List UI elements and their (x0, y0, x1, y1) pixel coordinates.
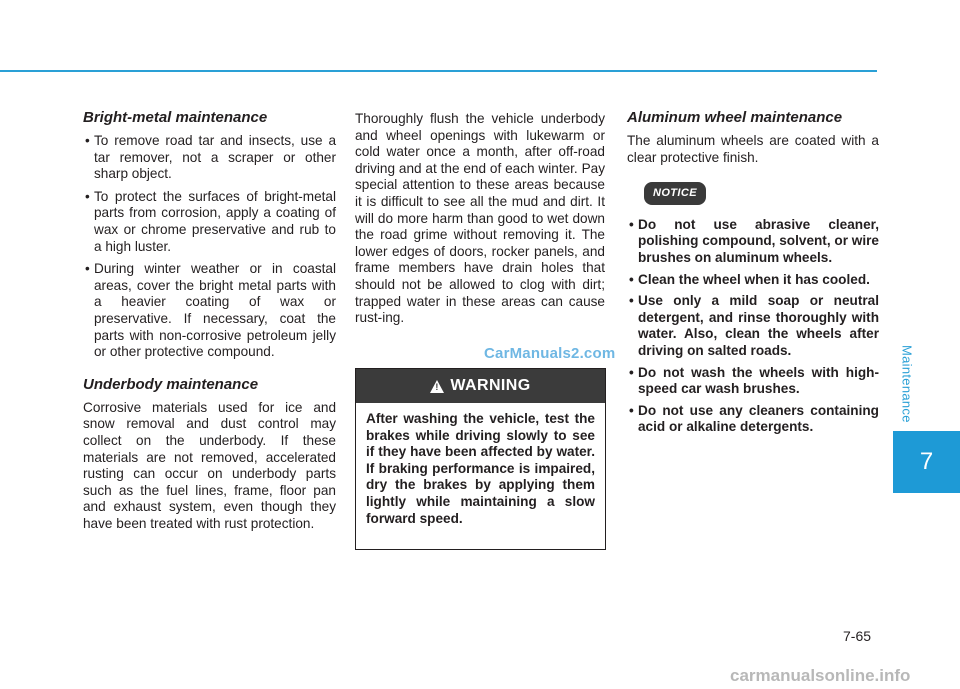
bullet-icon: • (85, 188, 90, 204)
list-item (627, 293, 879, 359)
list-item (83, 189, 336, 255)
bright-metal-heading: Bright-metal maintenance (83, 109, 268, 126)
warning-title: WARNING (450, 377, 531, 394)
warning-icon: ! (430, 380, 444, 393)
bullet-text: Do not use any cleaners containing acid or alkaline detergents. (638, 402, 879, 435)
list-item (627, 217, 879, 267)
list-item (627, 365, 879, 398)
footer-watermark-link[interactable]: carmanualsonline.info (730, 666, 911, 685)
bullet-text: Clean the wheel when it has cooled. (638, 271, 870, 287)
notice-badge: NOTICE (644, 182, 706, 205)
bullet-icon: • (629, 402, 634, 418)
bullet-icon: • (85, 261, 90, 277)
warning-text: After washing the vehicle, test the brakes while driving slowly to see if they have been affected by water. If braking performance is impaired, dry the brakes by applying them lightly while maintaining a slow forward speed. (366, 411, 595, 526)
bullet-text: During winter weather or in coastal areas, cover the bright metal parts with a heavier coating of wax or preservative. If necessary, coat the parts with non-corrosive petroleum jelly or other protective compound. (94, 261, 336, 360)
left-column (83, 108, 336, 532)
bullet-text: Do not wash the wheels with high-speed car wash brushes. (638, 364, 879, 397)
bullet-text: To remove road tar and insects, use a tar remover, not a scraper or other sharp object. (94, 133, 336, 182)
bullet-text: Use only a mild soap or neutral detergent, and rinse thoroughly with water. Also, clean the wheels after driving on salted roads. (638, 293, 879, 358)
notice-list (627, 217, 879, 436)
page-number: 7-65 (843, 628, 872, 644)
list-item (83, 261, 336, 361)
list-item (627, 403, 879, 436)
chapter-tab[interactable]: 7 (893, 431, 960, 493)
underbody-text: Corrosive materials used for ice and snow removal and dust control may collect on the underbody. If these materials are not removed, accelerated rusting can occur on underbody parts such as the fuel lines, frame, floor pan and exhaust system, even though they have been treated with rust protection. (83, 399, 336, 531)
bullet-icon: • (629, 216, 634, 232)
underbody-heading: Underbody maintenance (83, 375, 259, 393)
bullet-icon: • (85, 133, 90, 148)
warning-box (355, 368, 606, 550)
middle-column (355, 111, 605, 327)
header-rule (0, 70, 877, 72)
right-column (627, 108, 879, 441)
bullet-icon: • (629, 364, 634, 380)
list-item (83, 133, 336, 183)
warning-header (356, 369, 605, 403)
aluminum-heading: Aluminum wheel maintenance (627, 109, 843, 126)
aluminum-text: The aluminum wheels are coated with a clear protective finish. (627, 133, 879, 165)
flush-text: Thoroughly flush the vehicle underbody and wheel openings with lukewarm or cold water once a month, after off-road driving and at the end of each winter. Pay special attention to these areas because it is difficult to see all the mud and dirt. It will do more harm than good to wet down the road grime without removing it. The lower edges of doors, rocker panels, and frame members have drain holes that should not be allowed to clog with dirt; trapped water in these areas can cause rust-ing. (355, 111, 605, 326)
watermark-link[interactable]: CarManuals2.com (484, 345, 616, 362)
side-tab-label: Maintenance (899, 345, 915, 423)
list-item (627, 272, 879, 289)
bullet-text: Do not use abrasive cleaner, polishing compound, solvent, or wire brushes on aluminum wheels. (638, 216, 879, 265)
bullet-icon: • (629, 271, 634, 287)
bullet-icon: • (629, 293, 634, 309)
bright-metal-list (83, 133, 336, 361)
bullet-text: To protect the surfaces of bright-metal parts from corrosion, apply a coating of wax or chrome preservative and rub to a high luster. (94, 188, 336, 254)
